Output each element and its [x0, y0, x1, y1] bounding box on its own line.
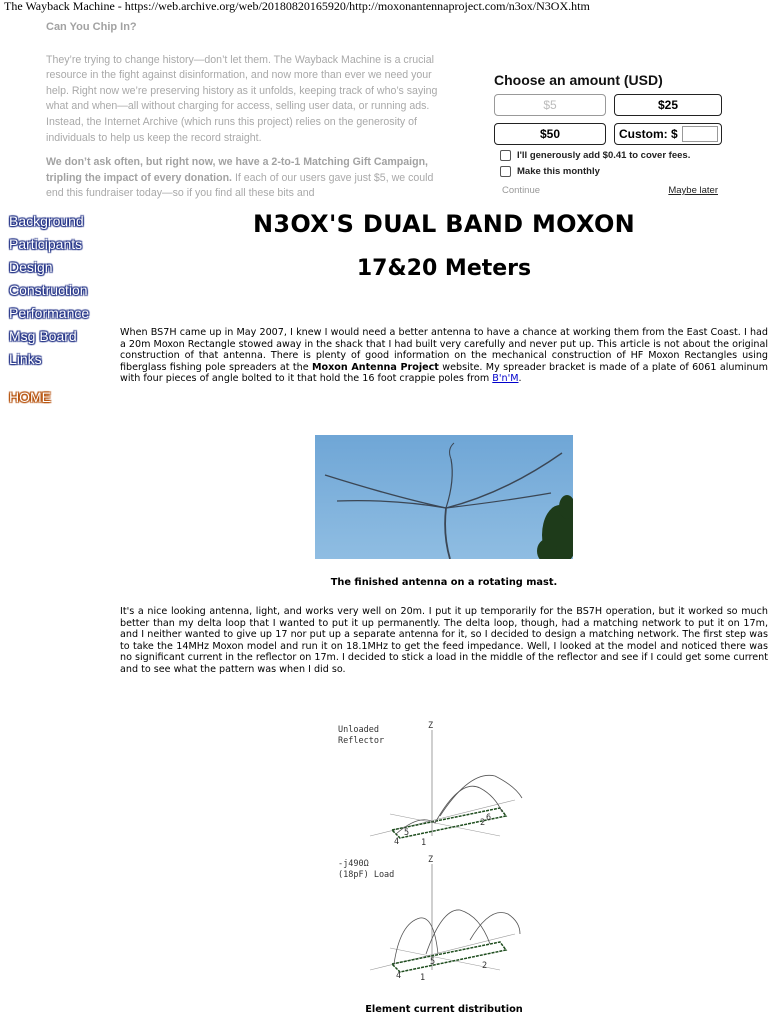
diagram-bottom-node-5: 5	[430, 957, 436, 967]
diagram-top-label-1: Unloaded	[338, 725, 379, 735]
diagram-top-node-5: 5	[404, 828, 410, 838]
diagram-top-node-6: 6	[486, 813, 492, 823]
bnm-link[interactable]: B'n'M	[492, 373, 519, 384]
custom-amount-label: Custom: $	[619, 127, 678, 141]
banner-paragraph-2-rest: If each of our users gave just $5, we could end this fundraiser today—so if you find all these bits and	[46, 171, 434, 200]
monthly-checkbox[interactable]	[500, 166, 511, 177]
nav-performance[interactable]: Performance	[9, 305, 90, 321]
nav-home[interactable]: HOME	[9, 389, 51, 405]
banner-paragraph-1: They’re trying to change history—don’t let them. The Wayback Machine is a crucial resource in the fight against disinformation, and now more than ever we need your help. Right now we’re preserving history as it unfolds, keeping track of who’s saying what and when—all without charging for access, selling user data, or running ads. Instead, the Internet Archive (which runs this project) relies on the generosity of individuals to help us keep the record straight.	[46, 53, 438, 144]
intro-text-c: .	[518, 373, 522, 384]
diagram-z-label-top: Z	[428, 721, 434, 731]
diagram-bottom-node-2: 2	[482, 961, 488, 971]
amount-5-button[interactable]: $5	[494, 94, 606, 116]
nav-participants[interactable]: Participants	[9, 236, 83, 252]
page-title: N3OX'S DUAL BAND MOXON	[252, 210, 636, 238]
nav-links[interactable]: Links	[9, 351, 42, 367]
amount-title: Choose an amount (USD)	[494, 72, 663, 88]
diagram-bottom-node-4: 4	[396, 971, 402, 981]
current-distribution-diagram	[330, 718, 530, 988]
nav-msg-board[interactable]: Msg Board	[9, 328, 77, 344]
intro-paragraph	[120, 327, 768, 385]
continue-button[interactable]: Continue	[502, 185, 541, 196]
diagram-bottom-label-2: (18pF) Load	[338, 870, 395, 880]
current-distribution-svg	[330, 718, 530, 988]
monthly-option[interactable]	[494, 166, 724, 177]
banner-paragraph-2-bold: We don’t ask often, but right now, we have a 2-to-1 Matching Gift Campaign, tripling the impact of every donation.	[46, 156, 428, 184]
diagram-top-label-2: Reflector	[338, 736, 385, 746]
diagram-bottom-label-1: -j490Ω	[338, 859, 369, 869]
donation-banner-text	[46, 20, 442, 208]
intro-text-a: When BS7H came up in May 2007, I knew I would need a better antenna to have a chance at working them from the East Coast. I had a 20m Moxon Rectangle stowed away in the shack that I had built very carefully and never put up. This article is not about the original construction of that antenna. There is plenty of good information on the mechanical construction of HF Moxon Rectangles using fiberglass fishing pole spreaders at the	[120, 327, 768, 373]
nav-design[interactable]: Design	[9, 259, 53, 275]
diagram-top-node-2: 2	[480, 818, 486, 828]
amount-50-button[interactable]: $50	[494, 123, 606, 145]
diagram-top-node-1: 1	[421, 838, 427, 848]
body-paragraph: It's a nice looking antenna, light, and works very well on 20m. I put it up temporarily for the BS7H operation, but it worked so much better than my delta loop that I wanted to put it up permanently. The delta loop, though, had a matching network to put it on 17m, and I neither wanted to give up 17 nor put up a separate antenna for it, so I decided to design a matching network. The first step was to take the 14MHz Moxon model and run it on 18.1MHz to get the feed impedance. Well, I looked at the model and noticed there was no significant current in the reflector on 17m. I decided to stick a load in the middle of the reflector and see if I could get some current and to see what the pattern was when I did so.	[120, 606, 768, 675]
custom-amount-field[interactable]	[614, 123, 722, 145]
diagram-top-node-4: 4	[394, 837, 400, 847]
nav-construction[interactable]: Construction	[9, 282, 88, 298]
cover-fees-label: I'll generously add $0.41 to cover fees.	[517, 150, 691, 161]
diagram-z-label-bottom: Z	[428, 855, 434, 865]
antenna-photo-drawing	[315, 435, 573, 559]
monthly-label: Make this monthly	[517, 166, 600, 177]
cover-fees-option[interactable]	[494, 150, 724, 161]
banner-heading: Can You Chip In?	[46, 21, 137, 33]
diagram-caption: Element current distribution	[365, 1004, 523, 1015]
nav-background[interactable]: Background	[9, 213, 84, 229]
page-subtitle: 17&20 Meters	[356, 256, 532, 281]
maybe-later-link[interactable]: Maybe later	[668, 185, 718, 196]
diagram-bottom-node-1: 1	[420, 973, 426, 983]
site-nav	[9, 212, 109, 373]
donation-form	[494, 72, 724, 210]
cover-fees-checkbox[interactable]	[500, 150, 511, 161]
custom-amount-input[interactable]	[682, 126, 718, 142]
intro-text-b: website. My spreader bracket is made of a plate of 6061 aluminum with four pieces of angle bolted to it that hold the 16 foot crappie poles from	[120, 361, 768, 384]
photo-caption: The finished antenna on a rotating mast.	[330, 577, 558, 588]
moxon-project-name: Moxon Antenna Project	[311, 361, 439, 373]
antenna-photo	[315, 435, 573, 559]
amount-25-button[interactable]: $25	[614, 94, 722, 116]
banner-paragraph-2	[46, 155, 442, 202]
window-title: The Wayback Machine - https://web.archive.org/web/20180820165920/http://moxonantennaproject.com/n3ox/N3OX.htm	[4, 0, 590, 13]
